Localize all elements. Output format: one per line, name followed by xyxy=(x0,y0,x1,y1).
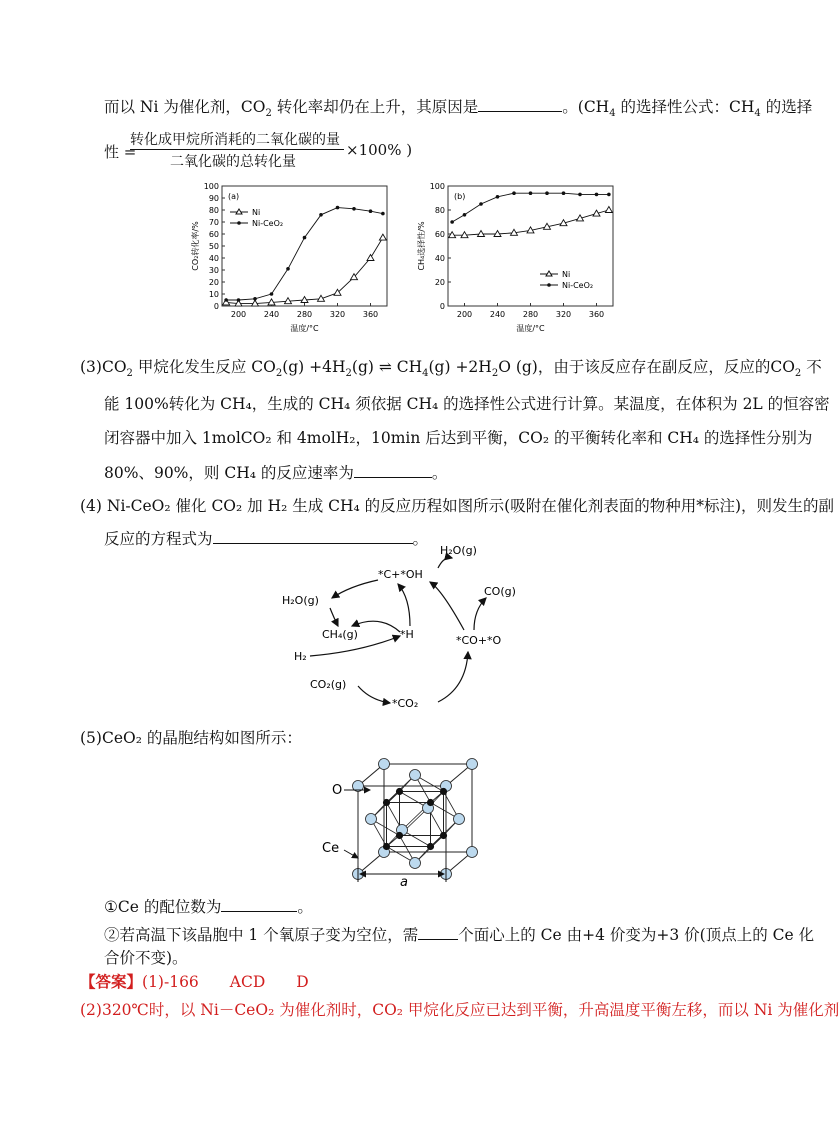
question-line-1: 而以 Ni 为催化剂，$CO_2$ 转化率却仍在上升，其原因是 。($CH_4$ 的选择性公式：$CH_4$ 的选择 xyxy=(104,98,813,120)
point-ni xyxy=(367,255,374,261)
point-ni-ceo2 xyxy=(578,193,582,197)
answer-line-2: (2)320℃时，以 Ni－CeO₂ 为催化剂时，CO₂ 甲烷化反应已达到平衡，升高温度平衡左移，而以 Ni 为催化剂 xyxy=(80,1001,839,1019)
o-atom xyxy=(440,832,447,839)
point-ni xyxy=(379,234,386,240)
q3-line-2: 能 100%转化为 CH₄，生成的 CH₄ 须依据 CH₄ 的选择性公式进行计算。某温度，在体积为 2L 的恒容密 xyxy=(104,395,830,413)
mech-c-oh: *C+*OH xyxy=(378,568,423,581)
mech-co-o: *CO+*O xyxy=(456,634,502,647)
label-ce: Ce xyxy=(322,841,340,856)
panel-label: (a) xyxy=(228,192,240,201)
x-tick-label: 280 xyxy=(522,310,539,319)
plot-frame xyxy=(222,186,387,306)
legend-marker-ni-ceo2 xyxy=(237,221,241,225)
point-ni-ceo2 xyxy=(286,267,290,271)
x-tick-label: 200 xyxy=(230,310,247,319)
q5-title: (5)CeO₂ 的晶胞结构如图所示： xyxy=(80,729,302,747)
y-tick-label: 100 xyxy=(203,182,219,191)
point-ni xyxy=(449,232,456,238)
point-ni-ceo2 xyxy=(352,207,356,211)
q3-line-4: 80%、90%，则 CH₄ 的反应速率为 。 xyxy=(104,464,448,482)
point-ni-ceo2 xyxy=(270,292,274,296)
y-tick-label: 20 xyxy=(208,278,219,287)
q3-line-1: $(3)CO_2$ 甲烷化发生反应 $CO_2(g) +4H_2(g)$ ⇌ $CH_4(g) +2H_2O$ (g)，由于该反应存在副反应，反应的$CO_2$ 不 xyxy=(80,358,822,380)
arrow-co2star-to-coo xyxy=(438,652,468,702)
mech-co2-star: *CO₂ xyxy=(392,697,419,710)
arrow-coh-to-h2o-left xyxy=(332,580,378,598)
mech-h2: H₂ xyxy=(294,650,307,663)
x-tick-label: 320 xyxy=(555,310,572,319)
mech-h2o-top: H₂O(g) xyxy=(440,544,477,557)
x-axis-label: 温度/°C xyxy=(290,324,319,333)
q5-line-3: 合价不变)。 xyxy=(104,949,188,967)
y-tick-label: 90 xyxy=(208,194,219,203)
o-atom xyxy=(383,843,390,850)
point-ni-ceo2 xyxy=(237,298,241,302)
ce-atom xyxy=(467,759,478,770)
mech-h2o-left: H₂O(g) xyxy=(282,594,319,607)
panel-label: (b) xyxy=(454,192,466,201)
point-ni-ceo2 xyxy=(303,236,307,240)
ce-atom xyxy=(366,814,377,825)
fraction-bar xyxy=(130,149,344,150)
arrow-co2-to-star xyxy=(358,686,390,703)
series-line-ni-ceo2 xyxy=(452,193,609,222)
legend-label: Ni-CeO₂ xyxy=(562,281,594,290)
o-atom xyxy=(427,843,434,850)
legend-label: Ni xyxy=(252,208,261,217)
q4-line-2: 反应的方程式为 。 xyxy=(104,530,429,548)
arrow-h-to-ch4 xyxy=(352,621,400,632)
ceo2-unit-cell xyxy=(322,758,492,888)
o-atom xyxy=(440,788,447,795)
q4-line-1: (4) Ni-CeO₂ 催化 CO₂ 加 H₂ 生成 CH₄ 的反应历程如图所示(吸附在催化剂表面的物种用*标注)，则发生的副 xyxy=(80,497,835,515)
x-tick-label: 360 xyxy=(362,310,379,319)
ce-atom xyxy=(410,858,421,869)
arrow-h-to-coh xyxy=(398,584,410,626)
q3-line-3: 闭容器中加入 1molCO₂ 和 4molH₂，10min 后达到平衡，CO₂ 的平衡转化率和 CH₄ 的选择性分别为 xyxy=(104,429,813,447)
point-ni-ceo2 xyxy=(496,195,500,199)
y-axis-label: CO₂转化率/% xyxy=(191,221,200,271)
legend-label: Ni-CeO₂ xyxy=(252,219,284,228)
o-atom xyxy=(383,799,390,806)
y-tick-label: 0 xyxy=(439,302,445,311)
point-ni-ceo2 xyxy=(562,191,566,195)
label-a: a xyxy=(400,875,408,890)
x-tick-label: 360 xyxy=(588,310,605,319)
arrow-coo-to-co xyxy=(474,598,486,630)
point-ni-ceo2 xyxy=(479,202,483,206)
label-o: O xyxy=(332,783,343,798)
series-line-ni-ceo2 xyxy=(226,208,383,300)
x-tick-label: 240 xyxy=(263,310,280,319)
y-tick-label: 80 xyxy=(434,206,445,215)
ce-atom xyxy=(467,847,478,858)
y-tick-label: 50 xyxy=(208,242,219,251)
point-ni-ceo2 xyxy=(319,213,323,217)
y-tick-label: 70 xyxy=(208,218,219,227)
answer-blank-5-1 xyxy=(221,896,297,912)
answer-blank-3 xyxy=(354,462,432,478)
point-ni-ceo2 xyxy=(529,191,533,195)
o-atom xyxy=(396,832,403,839)
point-ni-ceo2 xyxy=(607,193,611,197)
point-ni-ceo2 xyxy=(595,193,599,197)
selectivity-formula: 性 = 转化成甲烷所消耗的二氧化碳的量 二氧化碳的总转化量 ×100% ) xyxy=(104,132,413,170)
point-ni-ceo2 xyxy=(369,209,373,213)
point-ni-ceo2 xyxy=(463,213,467,217)
y-tick-label: 10 xyxy=(208,290,219,299)
point-ni-ceo2 xyxy=(224,298,228,302)
chart-co2-conversion xyxy=(188,180,393,340)
mech-co-g: CO(g) xyxy=(484,585,516,598)
legend-marker-ni-ceo2 xyxy=(547,283,551,287)
y-tick-label: 40 xyxy=(434,254,445,263)
mech-co2-g: CO₂(g) xyxy=(310,678,347,691)
y-tick-label: 30 xyxy=(208,266,219,275)
arrow-coo-to-coh xyxy=(430,582,464,630)
o-atom xyxy=(396,788,403,795)
y-axis-label: CH₄选择性/% xyxy=(417,221,426,271)
ce-atom xyxy=(410,770,421,781)
point-ni xyxy=(605,207,612,213)
point-ni-ceo2 xyxy=(545,191,549,195)
point-ni xyxy=(478,231,485,237)
point-ni-ceo2 xyxy=(336,206,340,210)
point-ni-ceo2 xyxy=(450,220,454,224)
y-tick-label: 80 xyxy=(208,206,219,215)
q5-line-2: ②若高温下该晶胞中 1 个氧原子变为空位，需 个面心上的 Ce 由+4 价变为+3 价(顶点上的 Ce 化 xyxy=(104,926,815,944)
point-ni-ceo2 xyxy=(512,191,516,195)
x-tick-label: 280 xyxy=(296,310,313,319)
y-tick-label: 0 xyxy=(213,302,219,311)
arrow-coh-to-h2o xyxy=(438,558,452,568)
mech-h-star: *H xyxy=(400,628,414,641)
point-ni-ceo2 xyxy=(381,212,385,216)
arrow-h2o-to-ch4 xyxy=(330,608,338,626)
mechanism-diagram xyxy=(270,540,530,710)
answer-blank-5-2 xyxy=(418,924,458,940)
point-ni-ceo2 xyxy=(253,297,257,301)
x-axis-label: 温度/°C xyxy=(516,324,545,333)
y-tick-label: 20 xyxy=(434,278,445,287)
x-tick-label: 240 xyxy=(489,310,506,319)
y-tick-label: 60 xyxy=(208,230,219,239)
ce-atom xyxy=(454,814,465,825)
q5-line-1: ①Ce 的配位数为 。 xyxy=(104,898,313,916)
x-tick-label: 200 xyxy=(456,310,473,319)
series-line-ni xyxy=(226,238,383,304)
ce-atom xyxy=(379,759,390,770)
o-atom xyxy=(427,799,434,806)
x-tick-label: 320 xyxy=(329,310,346,319)
legend-label: Ni xyxy=(562,270,571,279)
y-tick-label: 60 xyxy=(434,230,445,239)
y-tick-label: 40 xyxy=(208,254,219,263)
mech-ch4: CH₄(g) xyxy=(322,628,358,641)
answer-line-1: 【答案】(1)-166 ACD D xyxy=(80,972,309,991)
y-tick-label: 100 xyxy=(429,182,445,191)
answer-blank-2 xyxy=(478,96,562,112)
chart-ch4-selectivity xyxy=(414,180,619,340)
